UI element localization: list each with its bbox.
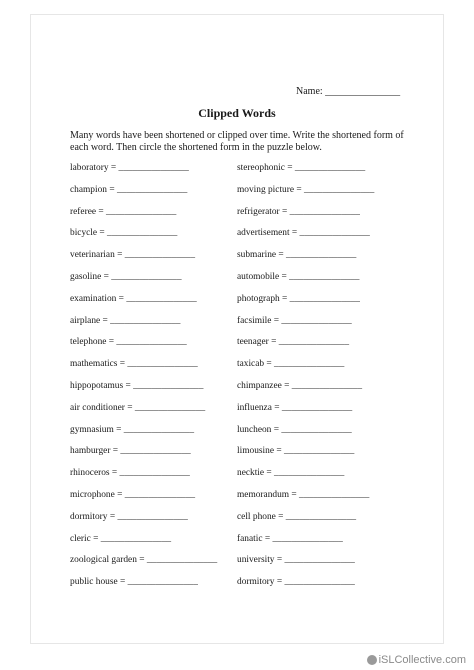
word-row bbox=[70, 294, 415, 316]
word-item-left: hamburger = _______________ bbox=[70, 446, 191, 457]
worksheet-title: Clipped Words bbox=[198, 106, 276, 120]
islcollective-logo-icon bbox=[367, 655, 377, 665]
name-field-label: Name: _______________ bbox=[296, 86, 401, 97]
word-row bbox=[70, 381, 415, 403]
word-item-left: telephone = _______________ bbox=[70, 337, 187, 348]
word-row bbox=[70, 250, 415, 272]
word-item-right: automobile = _______________ bbox=[237, 271, 360, 282]
word-item-left: referee = _______________ bbox=[70, 206, 177, 217]
worksheet-instructions: Many words have been shortened or clipped over time. Write the shortened form of each word. Then circle the shortened form in the puzzle below. bbox=[70, 130, 404, 153]
footer-brand: iSLCollective.com bbox=[378, 654, 466, 666]
word-item-left: microphone = _______________ bbox=[70, 489, 196, 500]
word-item-left: zoological garden = _______________ bbox=[70, 555, 218, 566]
word-row bbox=[70, 425, 415, 447]
word-item-right: luncheon = _______________ bbox=[237, 424, 352, 435]
word-row bbox=[70, 577, 415, 599]
word-row bbox=[70, 185, 415, 207]
word-item-left: hippopotamus = _______________ bbox=[70, 380, 204, 391]
word-item-left: examination = _______________ bbox=[70, 293, 197, 304]
word-item-right: university = _______________ bbox=[237, 555, 355, 566]
word-item-right: stereophonic = _______________ bbox=[237, 163, 366, 173]
word-row bbox=[70, 207, 415, 229]
word-item-left: veterinarian = _______________ bbox=[70, 250, 196, 261]
word-row bbox=[70, 490, 415, 512]
word-row bbox=[70, 555, 415, 577]
word-item-right: memorandum = _______________ bbox=[237, 489, 370, 500]
word-item-right: moving picture = _______________ bbox=[237, 184, 375, 195]
word-row bbox=[70, 337, 415, 359]
word-row bbox=[70, 512, 415, 534]
word-item-left: rhinoceros = _______________ bbox=[70, 468, 190, 479]
word-item-left: gasoline = _______________ bbox=[70, 271, 182, 282]
word-item-right: facsimile = _______________ bbox=[237, 315, 352, 326]
word-row bbox=[70, 359, 415, 381]
word-item-right: limousine = _______________ bbox=[237, 446, 355, 457]
word-list bbox=[70, 163, 415, 599]
word-item-left: gymnasium = _______________ bbox=[70, 424, 195, 435]
word-item-right: submarine = _______________ bbox=[237, 250, 357, 261]
word-item-left: air conditioner = _______________ bbox=[70, 402, 206, 413]
word-item-right: cell phone = _______________ bbox=[237, 511, 357, 522]
word-row bbox=[70, 446, 415, 468]
word-item-left: public house = _______________ bbox=[70, 577, 198, 588]
word-item-right: advertisement = _______________ bbox=[237, 228, 370, 239]
word-item-right: taxicab = _______________ bbox=[237, 359, 345, 370]
word-item-left: champion = _______________ bbox=[70, 184, 188, 195]
word-row bbox=[70, 272, 415, 294]
word-item-right: fanatic = _______________ bbox=[237, 533, 343, 544]
word-row bbox=[70, 403, 415, 425]
word-row bbox=[70, 534, 415, 556]
word-item-right: influenza = _______________ bbox=[237, 402, 353, 413]
word-item-left: cleric = _______________ bbox=[70, 533, 172, 544]
word-row bbox=[70, 163, 415, 185]
word-item-right: necktie = _______________ bbox=[237, 468, 345, 479]
word-item-right: refrigerator = _______________ bbox=[237, 206, 360, 217]
word-row bbox=[70, 228, 415, 250]
word-row bbox=[70, 468, 415, 490]
word-item-left: airplane = _______________ bbox=[70, 315, 181, 326]
word-item-left: laboratory = _______________ bbox=[70, 163, 189, 173]
word-item-right: chimpanzee = _______________ bbox=[237, 380, 363, 391]
word-item-left: dormitory = _______________ bbox=[70, 511, 188, 522]
word-item-right: photograph = _______________ bbox=[237, 293, 360, 304]
word-item-right: teenager = _______________ bbox=[237, 337, 350, 348]
word-item-left: mathematics = _______________ bbox=[70, 359, 198, 370]
word-item-right: dormitory = _______________ bbox=[237, 577, 355, 588]
word-row bbox=[70, 316, 415, 338]
footer-watermark bbox=[367, 654, 466, 666]
word-item-left: bicycle = _______________ bbox=[70, 228, 178, 239]
